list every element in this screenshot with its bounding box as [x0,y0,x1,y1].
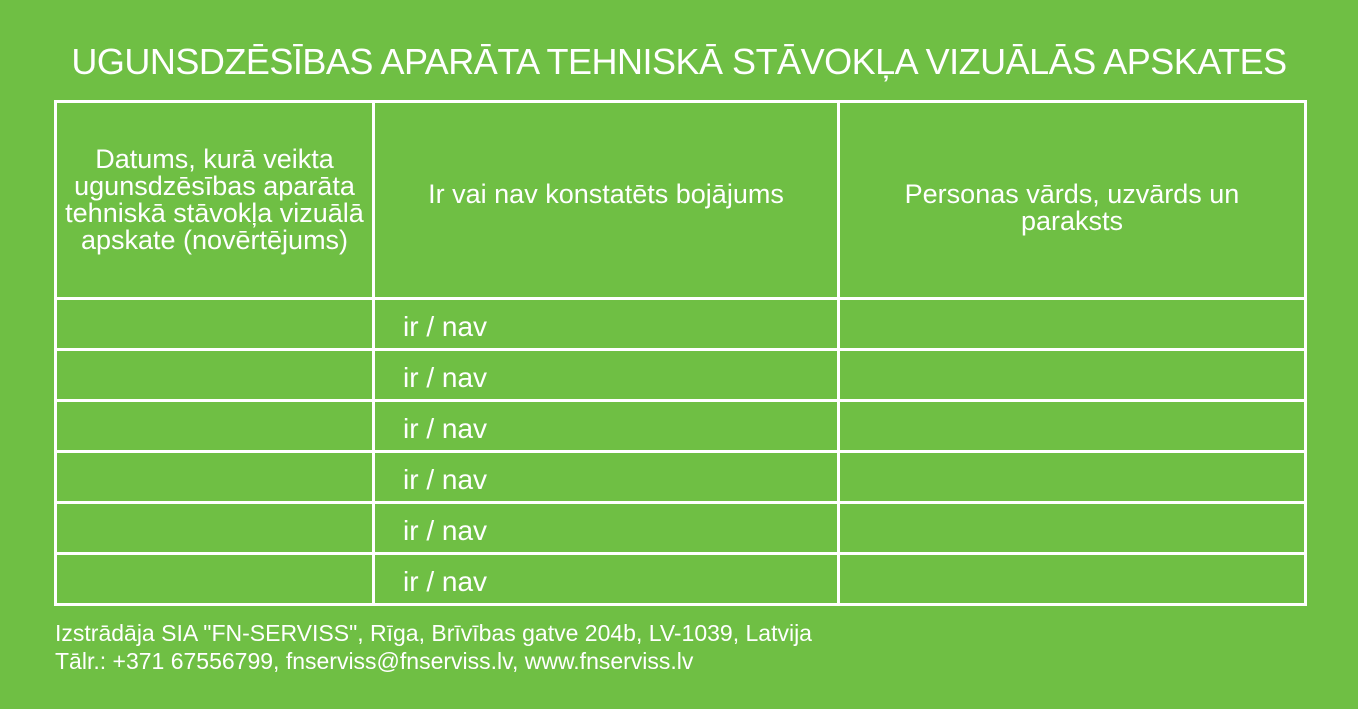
header-date: Datums, kurā veikta ugunsdzēsības aparāta tehniskā stāvokļa vizuālā apskate (novērtējums) [56,102,374,299]
person-signature-cell[interactable] [839,452,1306,503]
footer-address: Izstrādāja SIA "FN-SERVISS", Rīga, Brīvības gatve 204b, LV-1039, Latvija [55,620,812,646]
person-signature-cell[interactable] [839,401,1306,452]
header-damage: Ir vai nav konstatēts bojājums [374,102,839,299]
date-cell[interactable] [56,503,374,554]
table-row [56,350,1306,401]
damage-status-cell[interactable]: ir / nav [374,554,839,605]
table-row [56,503,1306,554]
table-row [56,401,1306,452]
table-header-row [56,102,1306,299]
person-signature-cell[interactable] [839,299,1306,350]
footer-contacts: Tālr.: +371 67556799, fnserviss@fnserviss.lv, www.fnserviss.lv [55,648,694,674]
date-cell[interactable] [56,299,374,350]
form-title: UGUNSDZĒSĪBAS APARĀTA TEHNISKĀ STĀVOKĻA VIZUĀLĀS APSKATES [71,41,1287,82]
table-row [56,554,1306,605]
damage-status-cell[interactable]: ir / nav [374,350,839,401]
date-cell[interactable] [56,401,374,452]
damage-status-cell[interactable]: ir / nav [374,299,839,350]
date-cell[interactable] [56,350,374,401]
table-row [56,452,1306,503]
table-row [56,299,1306,350]
date-cell[interactable] [56,452,374,503]
inspection-table [54,100,1307,606]
damage-status-cell[interactable]: ir / nav [374,401,839,452]
date-cell[interactable] [56,554,374,605]
person-signature-cell[interactable] [839,503,1306,554]
person-signature-cell[interactable] [839,554,1306,605]
header-person: Personas vārds, uzvārds un paraksts [839,102,1306,299]
person-signature-cell[interactable] [839,350,1306,401]
footer [55,619,812,675]
damage-status-cell[interactable]: ir / nav [374,503,839,554]
damage-status-cell[interactable]: ir / nav [374,452,839,503]
